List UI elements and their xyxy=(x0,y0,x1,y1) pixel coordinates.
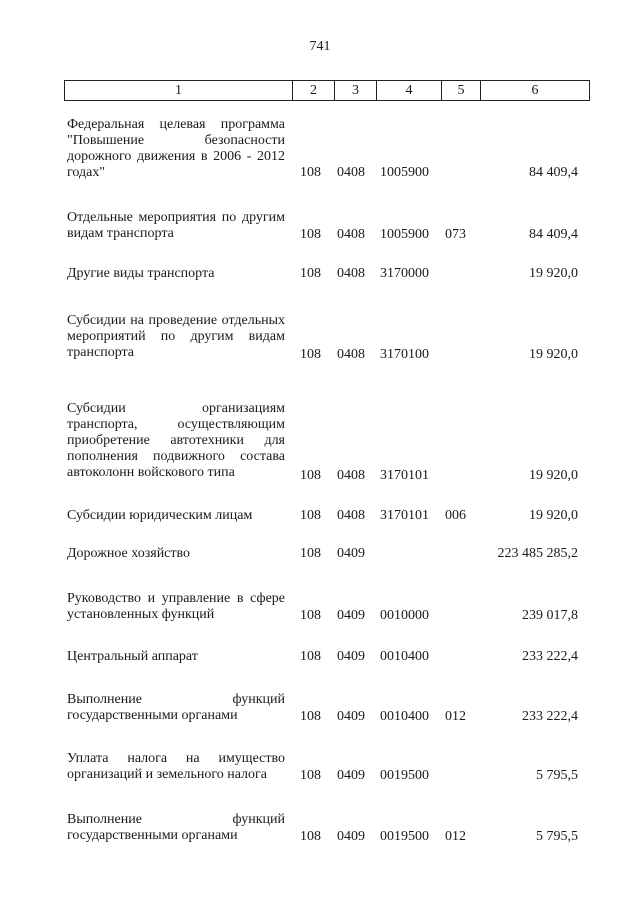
row-description: Выполнение функций государственными органами xyxy=(67,812,285,843)
row-col2: 108 xyxy=(300,608,321,623)
row-description: Субсидии юридическим лицам xyxy=(67,508,253,523)
row-description: Дорожное хозяйство xyxy=(67,546,191,561)
row-col4: 3170101 xyxy=(380,508,429,523)
row-col3: 0409 xyxy=(337,829,365,844)
row-description: Отдельные мероприятия по другим видам транспорта xyxy=(67,210,285,241)
row-description: Выполнение функций государственными органами xyxy=(67,692,285,723)
column-header-1: 1 xyxy=(65,81,293,101)
row-amount: 5 795,5 xyxy=(536,829,578,844)
row-amount: 223 485 285,2 xyxy=(497,546,578,561)
row-col4: 0010400 xyxy=(380,649,429,664)
row-amount: 19 920,0 xyxy=(529,508,578,523)
row-amount: 233 222,4 xyxy=(522,649,578,664)
row-col4: 0019500 xyxy=(380,768,429,783)
row-description: Центральный аппарат xyxy=(67,649,198,664)
row-amount: 19 920,0 xyxy=(529,266,578,281)
column-header-2: 2 xyxy=(293,81,335,101)
row-col2: 108 xyxy=(300,227,321,242)
row-col3: 0408 xyxy=(337,165,365,180)
row-col2: 108 xyxy=(300,709,321,724)
row-col4: 0019500 xyxy=(380,829,429,844)
column-header-4: 4 xyxy=(377,81,442,101)
row-col4: 3170000 xyxy=(380,266,429,281)
row-col5: 012 xyxy=(445,829,466,844)
row-amount: 84 409,4 xyxy=(529,165,578,180)
row-col3: 0408 xyxy=(337,266,365,281)
row-col4: 3170100 xyxy=(380,347,429,362)
row-amount: 19 920,0 xyxy=(529,468,578,483)
row-col2: 108 xyxy=(300,829,321,844)
row-col2: 108 xyxy=(300,347,321,362)
page-number: 741 xyxy=(309,39,331,54)
row-description: Субсидии организациям транспорта, осуществляющим приобретение автотехники для пополнения подвижного состава автоколонн войскового типа xyxy=(67,401,285,480)
row-col5: 012 xyxy=(445,709,466,724)
row-description: Уплата налога на имущество организаций и земельного налога xyxy=(67,751,285,782)
row-amount: 239 017,8 xyxy=(522,608,578,623)
row-col3: 0408 xyxy=(337,468,365,483)
column-header-table xyxy=(64,80,590,101)
row-col2: 108 xyxy=(300,649,321,664)
row-amount: 233 222,4 xyxy=(522,709,578,724)
row-col5: 073 xyxy=(445,227,466,242)
column-header-3: 3 xyxy=(335,81,377,101)
column-header-row xyxy=(65,81,590,101)
row-col3: 0409 xyxy=(337,546,365,561)
row-col2: 108 xyxy=(300,546,321,561)
row-col3: 0408 xyxy=(337,508,365,523)
row-col4: 3170101 xyxy=(380,468,429,483)
row-col2: 108 xyxy=(300,165,321,180)
row-amount: 5 795,5 xyxy=(536,768,578,783)
row-col3: 0409 xyxy=(337,649,365,664)
column-header-5: 5 xyxy=(442,81,481,101)
row-col2: 108 xyxy=(300,508,321,523)
row-col3: 0409 xyxy=(337,608,365,623)
row-col2: 108 xyxy=(300,768,321,783)
row-description: Федеральная целевая программа "Повышение безопасности дорожного движения в 2006 - 2012 годах" xyxy=(67,117,285,180)
row-amount: 19 920,0 xyxy=(529,347,578,362)
row-col4: 1005900 xyxy=(380,227,429,242)
row-col3: 0408 xyxy=(337,347,365,362)
row-description: Субсидии на проведение отдельных мероприятий по другим видам транспорта xyxy=(67,313,285,360)
row-col2: 108 xyxy=(300,266,321,281)
row-col3: 0408 xyxy=(337,227,365,242)
row-description: Другие виды транспорта xyxy=(67,266,215,281)
row-col5: 006 xyxy=(445,508,466,523)
row-col3: 0409 xyxy=(337,709,365,724)
column-header-6: 6 xyxy=(481,81,590,101)
row-col2: 108 xyxy=(300,468,321,483)
row-col4: 1005900 xyxy=(380,165,429,180)
row-description: Руководство и управление в сфере установленных функций xyxy=(67,591,285,622)
row-col3: 0409 xyxy=(337,768,365,783)
row-col4: 0010000 xyxy=(380,608,429,623)
row-col4: 0010400 xyxy=(380,709,429,724)
row-amount: 84 409,4 xyxy=(529,227,578,242)
